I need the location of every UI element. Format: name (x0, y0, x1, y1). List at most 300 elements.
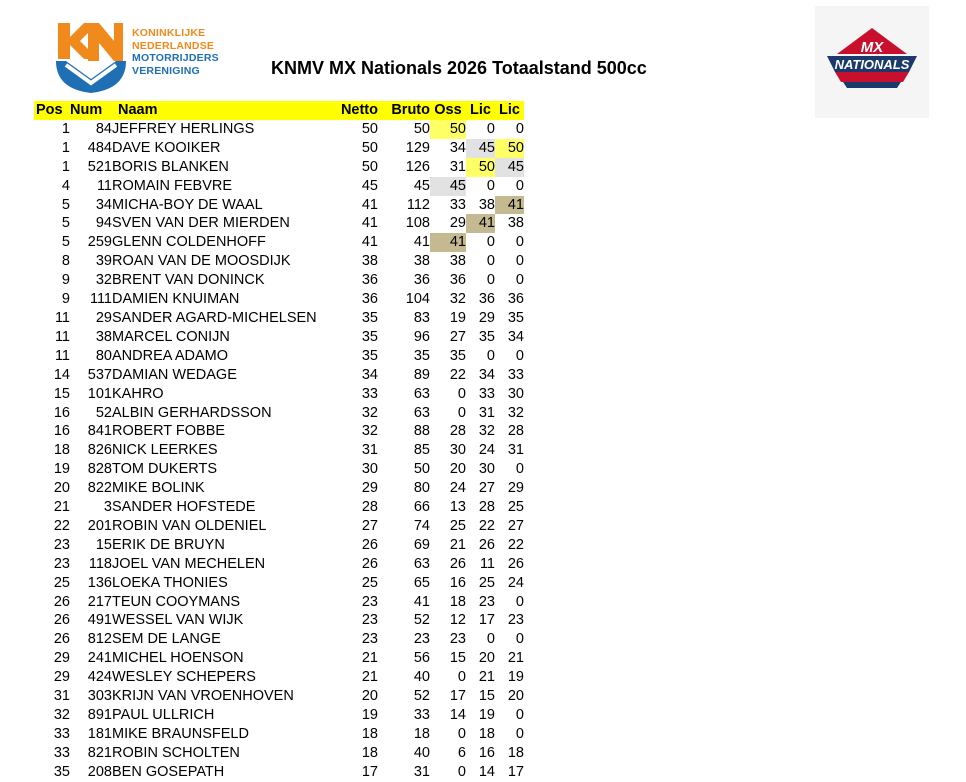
table-row (34, 328, 524, 347)
cell-bruto: 89 (413, 366, 430, 383)
cell-netto: 50 (361, 120, 378, 137)
cell-bruto: 41 (413, 234, 430, 251)
cell-pos: 9 (61, 291, 70, 308)
cell-num: 118 (88, 555, 112, 572)
cell-name: ROAN VAN DE MOOSDIJK (112, 253, 291, 270)
cell-num: 424 (87, 669, 112, 686)
cell-lic-2: 21 (507, 650, 524, 667)
cell-name: JOEL VAN MECHELEN (112, 555, 266, 572)
cell-netto: 23 (361, 612, 378, 629)
table-row (34, 139, 524, 158)
cell-bruto: 83 (413, 309, 430, 326)
cell-lic-1: 0 (486, 253, 495, 270)
cell-name: ANDREA ADAMO (112, 347, 229, 364)
cell-pos: 14 (53, 366, 70, 383)
knmv-logo (52, 17, 232, 95)
cell-oss: 45 (430, 177, 466, 196)
cell-lic-2: 22 (507, 536, 524, 553)
cell-lic-1: 29 (478, 309, 495, 326)
cell-lic-1: 27 (478, 480, 495, 497)
table-row (34, 290, 524, 309)
cell-num: 259 (87, 234, 112, 251)
cell-lic-1: 32 (478, 423, 495, 440)
cell-name: DAMIEN KNUIMAN (112, 291, 240, 308)
cell-pos: 9 (61, 272, 70, 289)
org-line-1: KONINKLIJKE (132, 27, 206, 39)
cell-oss: 19 (449, 309, 466, 326)
cell-num: 484 (87, 139, 112, 156)
table-row (34, 744, 524, 763)
cell-lic-2: 0 (515, 253, 524, 270)
cell-num: 241 (87, 650, 112, 667)
cell-oss: 33 (449, 196, 466, 213)
cell-pos: 32 (53, 707, 70, 723)
cell-name: ERIK DE BRUYN (112, 536, 225, 553)
cell-lic-1: 31 (478, 404, 495, 421)
cell-netto: 36 (361, 272, 378, 289)
cell-name: BORIS BLANKEN (112, 158, 229, 175)
cell-netto: 29 (361, 480, 378, 497)
cell-pos: 19 (53, 461, 70, 478)
cell-name: DAVE KOOIKER (112, 139, 221, 156)
cell-num: 217 (87, 593, 112, 610)
cell-bruto: 63 (413, 555, 430, 572)
cell-oss: 30 (449, 442, 466, 459)
cell-netto: 32 (361, 404, 378, 421)
cell-lic-1: 24 (478, 442, 495, 459)
cell-bruto: 31 (413, 763, 430, 780)
table-row (34, 177, 524, 196)
cell-netto: 31 (361, 442, 378, 459)
cell-lic-2: 25 (507, 499, 524, 516)
cell-oss: 6 (457, 744, 466, 761)
cell-oss: 16 (449, 574, 466, 591)
cell-lic-2: 38 (507, 215, 524, 232)
cell-lic-2: 31 (507, 442, 524, 459)
cell-pos: 5 (61, 215, 70, 232)
cell-lic-1: 33 (478, 385, 495, 402)
cell-num: 537 (87, 366, 112, 383)
cell-num: 29 (95, 309, 112, 326)
cell-oss: 14 (449, 707, 466, 723)
cell-oss: 0 (457, 404, 466, 421)
cell-num: 111 (89, 291, 112, 308)
cell-bruto: 52 (413, 688, 430, 705)
table-row (34, 271, 524, 290)
cell-lic-2: 50 (495, 139, 524, 158)
cell-lic-1: 15 (478, 688, 495, 705)
cell-lic-1: 0 (486, 347, 495, 364)
cell-bruto: 126 (405, 158, 430, 175)
cell-bruto: 108 (405, 215, 430, 232)
table-row (34, 479, 524, 498)
cell-bruto: 40 (413, 669, 430, 686)
cell-lic-2: 0 (515, 272, 524, 289)
cell-lic-1: 36 (478, 291, 495, 308)
cell-netto: 23 (361, 593, 378, 610)
cell-oss: 50 (430, 120, 466, 139)
cell-lic-2: 23 (507, 612, 524, 629)
org-line-4: VERENIGING (132, 64, 200, 77)
table-row (34, 404, 524, 423)
cell-name: SVEN VAN DER MIERDEN (112, 215, 290, 232)
table-row (34, 668, 524, 687)
cell-name: ROBIN VAN OLDENIEL (112, 517, 267, 534)
cell-lic-1: 35 (478, 328, 495, 345)
cell-netto: 50 (361, 158, 378, 175)
cell-num: 3 (103, 499, 112, 516)
cell-pos: 21 (53, 499, 70, 516)
cell-name: ALBIN GERHARDSSON (112, 404, 272, 421)
cell-oss: 17 (449, 688, 466, 705)
cell-name: KAHRO (112, 385, 164, 402)
cell-num: 84 (95, 120, 112, 137)
cell-name: NICK LEERKES (112, 442, 218, 459)
cell-netto: 19 (361, 707, 378, 723)
cell-bruto: 38 (413, 253, 430, 270)
cell-num: 52 (95, 404, 112, 421)
table-row (34, 460, 524, 479)
cell-name: MIKE BRAUNSFELD (112, 725, 249, 742)
cell-name: GLENN COLDENHOFF (112, 234, 266, 251)
table-row (34, 763, 524, 782)
cell-oss: 15 (449, 650, 466, 667)
cell-name: ROBERT FOBBE (112, 423, 226, 440)
cell-lic-2: 0 (515, 631, 524, 648)
table-row (34, 593, 524, 612)
cell-num: 39 (95, 253, 112, 270)
cell-oss: 27 (449, 328, 466, 345)
cell-netto: 21 (361, 669, 378, 686)
cell-lic-1: 0 (486, 177, 495, 194)
cell-lic-2: 20 (507, 688, 524, 705)
cell-oss: 28 (449, 423, 466, 440)
cell-bruto: 66 (413, 499, 430, 516)
table-row (34, 706, 524, 725)
cell-pos: 11 (54, 347, 70, 364)
cell-pos: 5 (61, 196, 70, 213)
cell-lic-2: 24 (507, 574, 524, 591)
cell-name: TEUN COOYMANS (112, 593, 241, 610)
cell-pos: 5 (61, 234, 70, 251)
cell-name: KRIJN VAN VROENHOVEN (112, 688, 294, 705)
table-row (34, 574, 524, 593)
cell-lic-2: 0 (515, 120, 524, 137)
col-header-naam: Naam (112, 101, 334, 120)
table-row (34, 517, 524, 536)
cell-name: SANDER AGARD-MICHELSEN (112, 309, 317, 326)
cell-lic-2: 27 (507, 517, 524, 534)
cell-pos: 15 (53, 385, 70, 402)
cell-num: 822 (87, 480, 112, 497)
cell-num: 32 (95, 272, 112, 289)
cell-pos: 25 (53, 574, 70, 591)
cell-bruto: 18 (413, 725, 430, 742)
cell-netto: 26 (361, 555, 378, 572)
cell-name: BEN GOSEPATH (112, 763, 225, 780)
cell-oss: 29 (449, 215, 466, 232)
cell-netto: 36 (361, 291, 378, 308)
cell-num: 136 (87, 574, 112, 591)
cell-bruto: 74 (413, 517, 430, 534)
cell-netto: 18 (361, 725, 378, 742)
cell-pos: 1 (61, 120, 70, 137)
cell-name: ROMAIN FEBVRE (112, 177, 233, 194)
cell-lic-1: 34 (478, 366, 495, 383)
cell-netto: 41 (361, 196, 378, 213)
table-row (34, 347, 524, 366)
cell-pos: 1 (61, 139, 70, 156)
cell-lic-2: 17 (507, 763, 524, 780)
table-row (34, 158, 524, 177)
cell-pos: 29 (53, 669, 70, 686)
cell-name: BRENT VAN DONINCK (112, 272, 265, 289)
col-header-netto: Netto (334, 101, 378, 120)
table-row (34, 725, 524, 744)
table-row (34, 252, 524, 271)
cell-num: 821 (87, 744, 112, 761)
cell-num: 181 (87, 725, 112, 742)
cell-netto: 45 (361, 177, 378, 194)
cell-lic-2: 0 (515, 234, 524, 251)
cell-bruto: 41 (413, 593, 430, 610)
cell-lic-2: 0 (515, 177, 524, 194)
cell-oss: 13 (449, 499, 466, 516)
cell-bruto: 85 (413, 442, 430, 459)
cell-lic-1: 41 (466, 214, 495, 233)
cell-num: 208 (87, 763, 112, 780)
cell-lic-1: 20 (478, 650, 495, 667)
cell-pos: 23 (53, 555, 70, 572)
table-row (34, 630, 524, 649)
cell-bruto: 88 (413, 423, 430, 440)
cell-lic-1: 0 (486, 120, 495, 137)
table-row (34, 555, 524, 574)
table-row (34, 196, 524, 215)
cell-lic-2: 26 (507, 555, 524, 572)
cell-pos: 8 (61, 253, 70, 270)
cell-name: WESSEL VAN WIJK (112, 612, 244, 629)
cell-name: LOEKA THONIES (112, 574, 228, 591)
cell-netto: 25 (361, 574, 378, 591)
table-row (34, 687, 524, 706)
mx-nationals-emblem-icon (815, 6, 929, 118)
cell-pos: 26 (53, 612, 70, 629)
cell-bruto: 80 (413, 480, 430, 497)
cell-bruto: 45 (413, 177, 430, 194)
cell-lic-1: 18 (478, 725, 495, 742)
table-row (34, 385, 524, 404)
table-row (34, 214, 524, 233)
page-title: KNMV MX Nationals 2026 Totaalstand 500cc (271, 58, 647, 78)
standings-body (34, 120, 524, 782)
cell-lic-2: 45 (495, 158, 524, 177)
cell-lic-1: 0 (486, 631, 495, 648)
table-row (34, 611, 524, 630)
cell-lic-1: 21 (478, 669, 495, 686)
cell-lic-1: 23 (478, 593, 495, 610)
cell-oss: 23 (449, 631, 466, 648)
cell-netto: 17 (361, 763, 378, 780)
cell-lic-2: 29 (507, 480, 524, 497)
cell-oss: 18 (449, 593, 466, 610)
cell-lic-2: 34 (507, 328, 524, 345)
cell-bruto: 52 (413, 612, 430, 629)
cell-bruto: 50 (413, 461, 430, 478)
cell-bruto: 63 (413, 385, 430, 402)
cell-lic-2: 0 (515, 347, 524, 364)
cell-name: ROBIN SCHOLTEN (112, 744, 240, 761)
table-row (34, 422, 524, 441)
cell-pos: 33 (53, 744, 70, 761)
col-header-num: Num (70, 101, 112, 120)
cell-num: 11 (96, 177, 112, 194)
cell-num: 38 (95, 328, 112, 345)
table-row (34, 366, 524, 385)
cell-bruto: 69 (413, 536, 430, 553)
cell-oss: 36 (449, 272, 466, 289)
cell-pos: 23 (53, 536, 70, 553)
cell-lic-1: 22 (478, 517, 495, 534)
table-row (34, 498, 524, 517)
cell-oss: 0 (457, 763, 466, 780)
cell-lic-2: 0 (515, 461, 524, 478)
org-name (132, 27, 219, 77)
cell-num: 201 (87, 517, 112, 534)
cell-lic-2: 0 (515, 725, 524, 742)
cell-lic-1: 38 (478, 196, 495, 213)
cell-pos: 35 (53, 763, 70, 780)
cell-num: 15 (95, 536, 112, 553)
cell-pos: 26 (53, 631, 70, 648)
col-header-bruto: Bruto (378, 101, 430, 120)
cell-num: 303 (87, 688, 112, 705)
table-header-row (34, 101, 524, 120)
cell-bruto: 63 (413, 404, 430, 421)
cell-lic-1: 28 (478, 499, 495, 516)
table-row (34, 441, 524, 460)
cell-bruto: 50 (413, 120, 430, 137)
cell-num: 891 (87, 707, 112, 723)
cell-lic-2: 33 (507, 366, 524, 383)
cell-oss: 32 (449, 291, 466, 308)
cell-oss: 0 (457, 725, 466, 742)
cell-lic-1: 26 (478, 536, 495, 553)
cell-oss: 20 (449, 461, 466, 478)
cell-num: 491 (87, 612, 112, 629)
cell-num: 94 (95, 215, 112, 232)
cell-netto: 23 (361, 631, 378, 648)
cell-name: SEM DE LANGE (112, 631, 221, 648)
cell-lic-1: 30 (478, 461, 495, 478)
cell-netto: 35 (361, 309, 378, 326)
cell-name: DAMIAN WEDAGE (112, 366, 237, 383)
cell-oss: 34 (449, 139, 466, 156)
cell-netto: 41 (361, 215, 378, 232)
cell-num: 101 (87, 385, 112, 402)
cell-oss: 12 (449, 612, 466, 629)
col-header-lic-1: Lic (466, 101, 495, 120)
cell-lic-2: 0 (515, 593, 524, 610)
cell-netto: 38 (361, 253, 378, 270)
cell-pos: 33 (53, 725, 70, 742)
cell-netto: 35 (361, 328, 378, 345)
col-header-pos: Pos (34, 101, 70, 120)
cell-name: MIKE BOLINK (112, 480, 205, 497)
cell-name: SANDER HOFSTEDE (112, 499, 256, 516)
cell-bruto: 96 (413, 328, 430, 345)
cell-oss: 31 (449, 158, 466, 175)
table-row (34, 309, 524, 328)
cell-pos: 1 (61, 158, 70, 175)
cell-bruto: 33 (413, 707, 430, 723)
cell-bruto: 40 (413, 744, 430, 761)
cell-name: JEFFREY HERLINGS (112, 120, 255, 137)
cell-pos: 31 (53, 688, 70, 705)
standings-table (34, 101, 524, 782)
cell-num: 828 (87, 461, 112, 478)
cell-bruto: 23 (413, 631, 430, 648)
table-row (34, 233, 524, 252)
cell-pos: 11 (54, 309, 70, 326)
cell-oss: 24 (449, 480, 466, 497)
table-row (34, 536, 524, 555)
cell-oss: 0 (457, 669, 466, 686)
cell-pos: 11 (54, 328, 70, 345)
cell-bruto: 112 (406, 196, 430, 213)
cell-pos: 22 (53, 517, 70, 534)
cell-lic-1: 45 (466, 139, 495, 158)
cell-num: 841 (87, 423, 112, 440)
cell-netto: 28 (361, 499, 378, 516)
mx-nationals-logo (815, 6, 929, 118)
col-header-lic-2: Lic (495, 101, 524, 120)
cell-name: PAUL ULLRICH (112, 707, 215, 723)
cell-lic-1: 25 (478, 574, 495, 591)
cell-lic-1: 14 (478, 763, 495, 780)
cell-oss: 22 (449, 366, 466, 383)
cell-lic-1: 16 (478, 744, 495, 761)
nationals-logo-text: NATIONALS (834, 57, 910, 72)
cell-netto: 27 (361, 517, 378, 534)
cell-lic-2: 41 (495, 196, 524, 215)
cell-lic-2: 30 (507, 385, 524, 402)
cell-bruto: 56 (413, 650, 430, 667)
cell-oss: 21 (449, 536, 466, 553)
cell-name: MICHA-BOY DE WAAL (112, 196, 263, 213)
cell-oss: 26 (449, 555, 466, 572)
cell-name: MICHEL HOENSON (112, 650, 244, 667)
cell-lic-2: 19 (507, 669, 524, 686)
cell-netto: 26 (361, 536, 378, 553)
cell-netto: 21 (361, 650, 378, 667)
cell-lic-2: 32 (507, 404, 524, 421)
cell-lic-1: 11 (479, 555, 495, 572)
cell-lic-1: 0 (486, 234, 495, 251)
cell-num: 521 (87, 158, 112, 175)
cell-oss: 0 (457, 385, 466, 402)
cell-num: 80 (95, 347, 112, 364)
cell-lic-2: 0 (515, 707, 524, 723)
cell-name: WESLEY SCHEPERS (112, 669, 256, 686)
table-row (34, 120, 524, 139)
cell-bruto: 35 (413, 347, 430, 364)
cell-netto: 50 (361, 139, 378, 156)
cell-oss: 38 (449, 253, 466, 270)
cell-pos: 4 (61, 177, 70, 194)
col-header-oss: Oss (430, 101, 466, 120)
cell-netto: 32 (361, 423, 378, 440)
